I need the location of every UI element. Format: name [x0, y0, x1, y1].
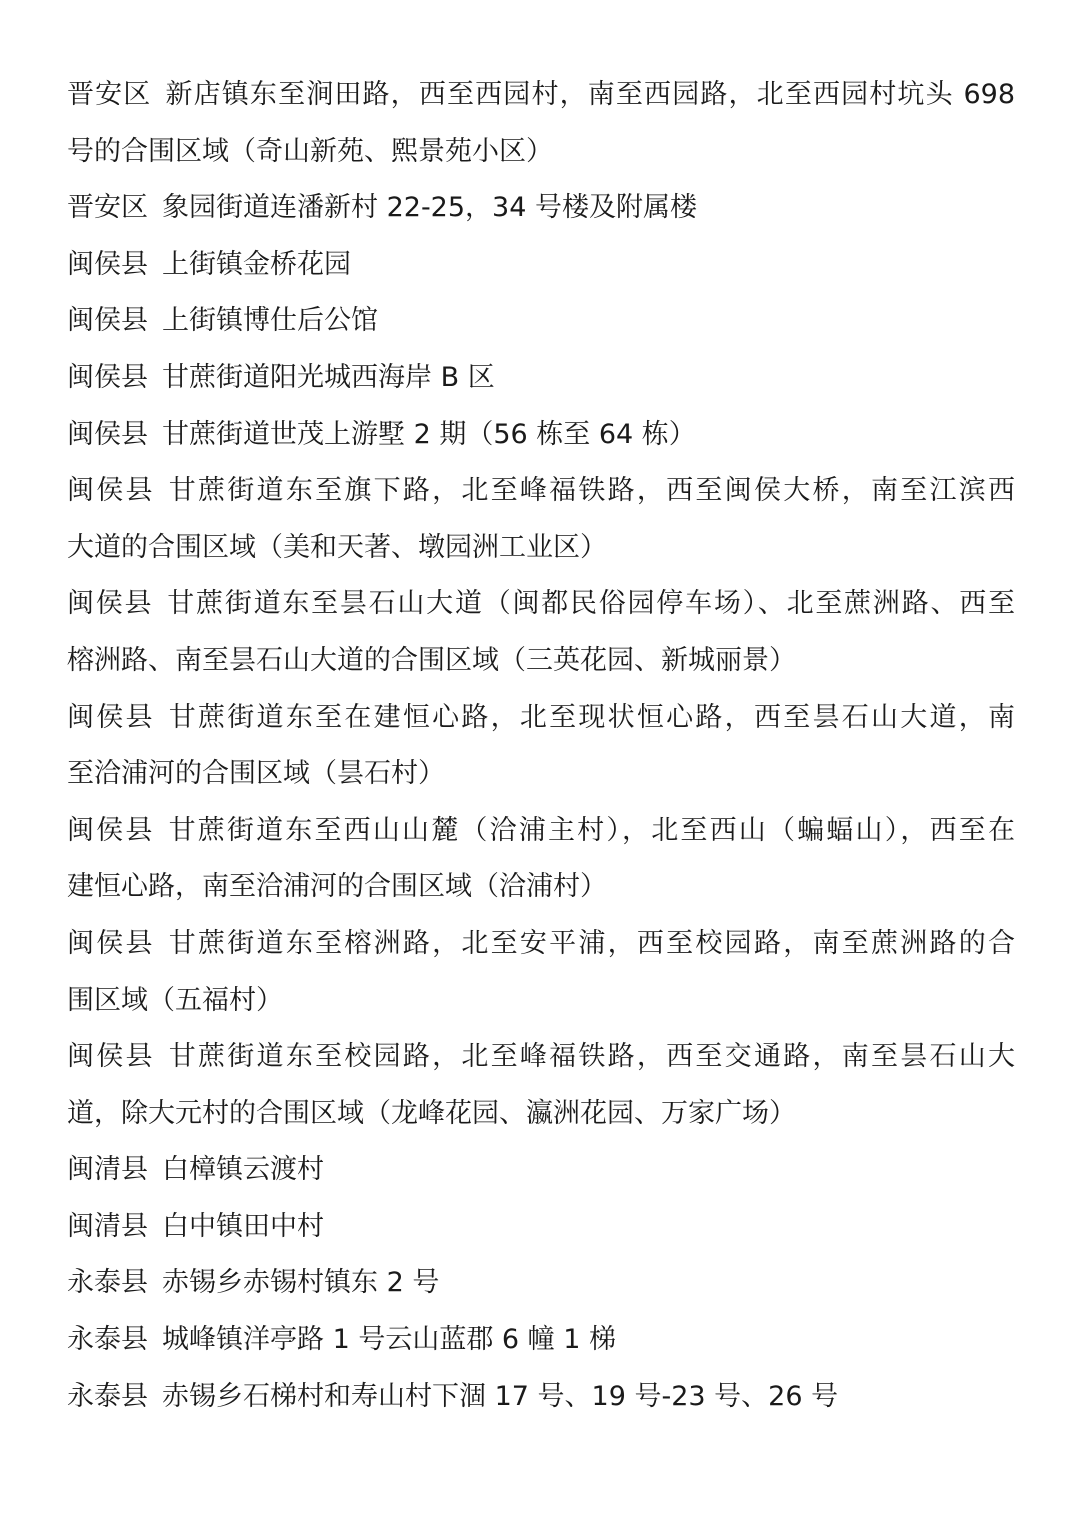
district-label: 闽侯县 [67, 248, 148, 280]
text-line [67, 350, 1015, 407]
district-label: 晋安区 [67, 79, 152, 110]
text-line [67, 690, 1015, 747]
location-text: 白中镇田中村 [162, 1210, 324, 1242]
district-label: 永泰县 [67, 1380, 148, 1412]
list-item [67, 407, 1015, 464]
location-text: 甘蔗街道东至在建恒心路，北至现状恒心路，西至昙石山大道，南 [168, 701, 1016, 733]
text-line [67, 407, 1015, 464]
location-text: 榕洲路、南至昙石山大道的合围区域（三英花园、新城丽景） [67, 644, 796, 676]
text-line [67, 1255, 1015, 1312]
text-line [67, 576, 1015, 633]
location-text: 甘蔗街道东至西山山麓（洽浦主村），北至西山（蝙蝠山），西至在 [168, 814, 1015, 846]
list-item [67, 463, 1015, 576]
location-text: 甘蔗街道世茂上游墅 2 期（56 栋至 64 栋） [162, 418, 696, 450]
location-text: 象园街道连潘新村 22-25，34 号楼及附属楼 [162, 192, 697, 224]
location-text: 围区域（五福村） [67, 984, 283, 1016]
text-line [67, 1086, 1015, 1143]
location-text: 至洽浦河的合围区域（昙石村） [67, 758, 445, 790]
list-item [67, 1029, 1015, 1142]
text-line [67, 124, 1015, 181]
text-line [67, 520, 1015, 577]
district-label: 晋安区 [67, 192, 148, 224]
text-line [67, 293, 1015, 350]
district-label: 闽侯县 [67, 588, 154, 620]
text-line [67, 1142, 1015, 1199]
list-item [67, 916, 1015, 1029]
text-line [67, 463, 1015, 520]
location-text: 号的合围区域（奇山新苑、熙景苑小区） [67, 135, 553, 167]
list-item [67, 1255, 1015, 1312]
text-line [67, 916, 1015, 973]
text-line [67, 1029, 1015, 1086]
district-label: 永泰县 [67, 1324, 148, 1356]
location-text: 赤锡乡赤锡村镇东 2 号 [162, 1267, 440, 1299]
text-line [67, 859, 1015, 916]
list-item [67, 690, 1015, 803]
district-label: 闽清县 [67, 1154, 148, 1186]
document-body [67, 67, 1015, 1425]
text-line [67, 180, 1015, 237]
list-item [67, 1369, 1015, 1426]
district-label: 闽侯县 [67, 814, 155, 846]
list-item [67, 350, 1015, 407]
location-text: 上街镇博仕后公馆 [162, 305, 378, 337]
district-label: 闽侯县 [67, 305, 148, 337]
list-item [67, 293, 1015, 350]
location-text: 上街镇金桥花园 [162, 248, 351, 280]
text-line [67, 973, 1015, 1030]
district-label: 闽侯县 [67, 1041, 155, 1073]
district-label: 永泰县 [67, 1267, 148, 1299]
district-label: 闽侯县 [67, 418, 148, 450]
text-line [67, 1312, 1015, 1369]
location-text: 建恒心路，南至洽浦河的合围区域（洽浦村） [67, 871, 607, 903]
text-line [67, 803, 1015, 860]
location-text: 新店镇东至涧田路，西至西园村，南至西园路，北至西园村坑头 698 [165, 79, 1016, 110]
district-label: 闽侯县 [67, 927, 155, 959]
location-text: 甘蔗街道东至昙石山大道（闽都民俗园停车场）、北至蔗洲路、西至 [167, 588, 1015, 620]
location-text: 道，除大元村的合围区域（龙峰花园、瀛洲花园、万家广场） [67, 1097, 796, 1129]
list-item [67, 67, 1015, 180]
district-label: 闽侯县 [67, 475, 155, 507]
list-item [67, 1199, 1015, 1256]
location-text: 赤锡乡石梯村和寿山村下涸 17 号、19 号-23 号、26 号 [162, 1380, 839, 1412]
text-line [67, 633, 1015, 690]
list-item [67, 576, 1015, 689]
text-line [67, 67, 1015, 124]
location-text: 甘蔗街道阳光城西海岸 B 区 [162, 361, 495, 393]
list-item [67, 1312, 1015, 1369]
list-item [67, 180, 1015, 237]
location-text: 大道的合围区域（美和天著、墩园洲工业区） [67, 531, 607, 563]
text-line [67, 746, 1015, 803]
location-text: 城峰镇洋亭路 1 号云山蓝郡 6 幢 1 梯 [162, 1324, 617, 1356]
location-text: 甘蔗街道东至榕洲路，北至安平浦，西至校园路，南至蔗洲路的合 [168, 927, 1016, 959]
district-label: 闽侯县 [67, 701, 155, 733]
district-label: 闽清县 [67, 1210, 148, 1242]
text-line [67, 1369, 1015, 1426]
location-text: 甘蔗街道东至校园路，北至峰福铁路，西至交通路，南至昙石山大 [168, 1041, 1016, 1073]
text-line [67, 237, 1015, 294]
list-item [67, 1142, 1015, 1199]
list-item [67, 803, 1015, 916]
district-label: 闽侯县 [67, 361, 148, 393]
location-text: 甘蔗街道东至旗下路，北至峰福铁路，西至闽侯大桥，南至江滨西 [168, 475, 1016, 507]
text-line [67, 1199, 1015, 1256]
list-item [67, 237, 1015, 294]
location-text: 白樟镇云渡村 [162, 1154, 324, 1186]
